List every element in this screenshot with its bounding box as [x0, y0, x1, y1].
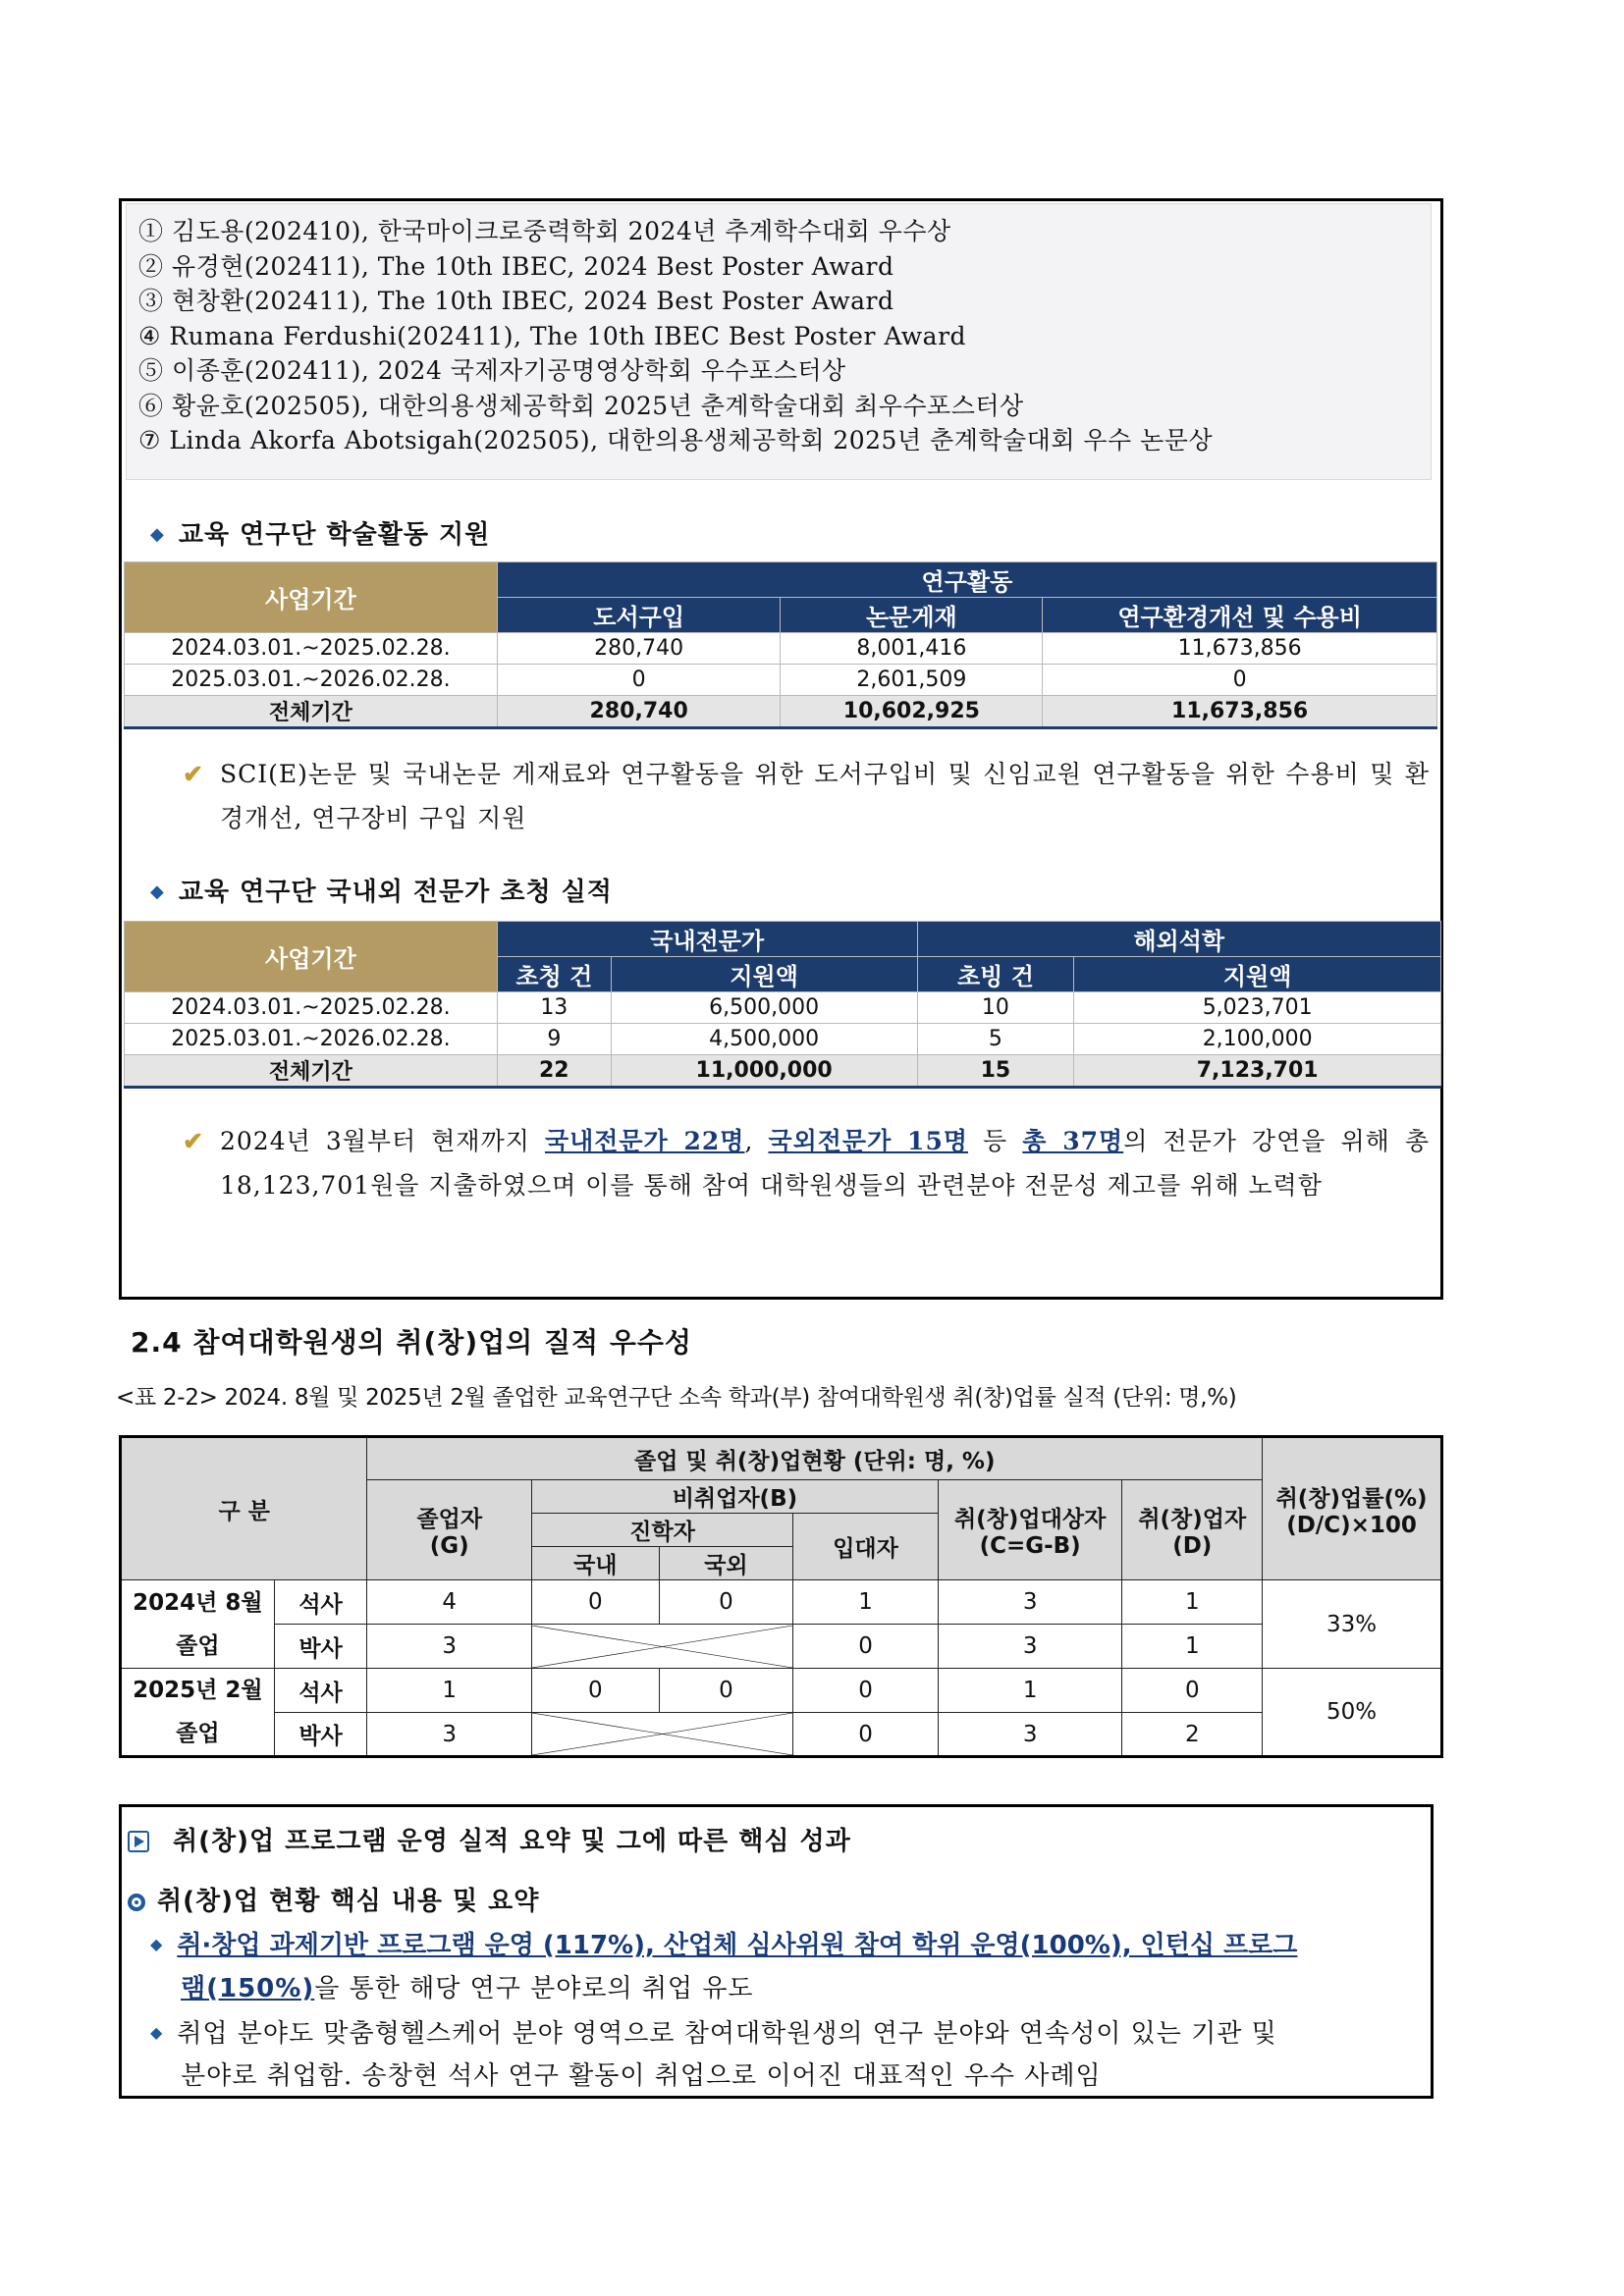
rate-value: 50% — [1263, 1669, 1442, 1757]
cell: 2024.03.01.~2025.02.28. — [125, 992, 498, 1024]
note-part: 등 — [967, 1127, 1023, 1155]
award-item: ⑦ Linda Akorfa Abotsigah(202505), 대한의용생체공학회 2025년 춘계학술대회 우수 논문상 — [138, 426, 1214, 454]
academic-support-note — [183, 752, 1430, 840]
employed-header: 취(창)업자 (D) — [1122, 1480, 1263, 1580]
section-title-text: 교육 연구단 국내외 전문가 초청 실적 — [178, 878, 613, 907]
cell: 280,740 — [497, 633, 781, 665]
arrow-box-icon — [128, 1831, 149, 1852]
highlight-domestic: 국내전문가 22명 — [544, 1127, 745, 1155]
research-activity-header: 연구활동 — [497, 562, 1436, 598]
cell: 0 — [532, 1669, 660, 1713]
col-header: 논문게재 — [781, 598, 1043, 633]
check-icon: ✔ — [183, 1127, 204, 1155]
cell: 22 — [497, 1055, 611, 1088]
table-row — [125, 633, 1437, 665]
table-row — [121, 1580, 1442, 1625]
cell: 2 — [1122, 1713, 1263, 1757]
cell: 11,673,856 — [1043, 696, 1437, 728]
summary-bullet-1-cont — [181, 1968, 754, 2004]
cell: 0 — [659, 1669, 793, 1713]
table-row — [121, 1625, 1442, 1669]
note-part: , — [744, 1127, 769, 1155]
highlight-overseas: 국외전문가 15명 — [768, 1127, 968, 1155]
table-row — [121, 1713, 1442, 1757]
cell: 2,601,509 — [781, 665, 1043, 696]
cell: 11,000,000 — [611, 1055, 917, 1088]
cell: 0 — [1122, 1669, 1263, 1713]
cell: 2,100,000 — [1074, 1024, 1441, 1055]
note-text: SCI(E)논문 및 국내논문 게재료와 연구활동을 위한 도서구입비 및 신임교원 연구활동을 위한 수용비 및 환경개선, 연구장비 구입 지원 — [220, 760, 1430, 832]
diamond-bullet-icon: ◆ — [150, 524, 165, 545]
section-title-expert-invitation — [150, 872, 613, 908]
degree: 박사 — [274, 1625, 367, 1669]
cross-out-icon — [532, 1713, 792, 1755]
section-title-academic-support — [150, 514, 490, 551]
cell: 1 — [793, 1580, 939, 1625]
table-row — [125, 665, 1437, 696]
col-header: 지원액 — [611, 957, 917, 992]
cell: 2025.03.01.~2026.02.28. — [125, 1024, 498, 1055]
status-header: 졸업 및 취(창)업현황 (단위: 명, %) — [367, 1437, 1263, 1480]
cell: 0 — [793, 1713, 939, 1757]
cell: 280,740 — [497, 696, 781, 728]
military-header: 입대자 — [793, 1514, 939, 1580]
cell: 10 — [917, 992, 1074, 1024]
cell: 6,500,000 — [611, 992, 917, 1024]
na-cell — [532, 1713, 793, 1757]
academic-support-table — [124, 561, 1437, 729]
bullet-highlight: 램(150%) — [181, 1974, 315, 2003]
group-label: 2024년 8월 졸업 — [121, 1580, 275, 1669]
bullet-text: 취업 분야도 맞춤형헬스케어 분야 영역으로 참여대학원생의 연구 분야와 연속성이 있는 기관 및 — [177, 2019, 1277, 2049]
summary-bullet-2-cont: 분야로 취업함. 송창현 석사 연구 활동이 취업으로 이어진 대표적인 우수 사례임 — [181, 2061, 1102, 2091]
diamond-bullet-icon: ◆ — [150, 2023, 164, 2042]
summary-bullet-1 — [150, 1925, 1297, 1961]
summary-subtitle — [128, 1881, 539, 1917]
cell: 1 — [367, 1669, 532, 1713]
overseas-scholar-header: 해외석학 — [917, 922, 1441, 957]
cell: 2025.03.01.~2026.02.28. — [125, 665, 498, 696]
table-row — [125, 1024, 1441, 1055]
ring-bullet-icon — [128, 1894, 145, 1911]
col-header: 초청 건 — [497, 957, 611, 992]
note-part: 의 전문가 강연을 위해 총 18,123,701원을 지출하였으며 이를 통해 참여 대학원생들의 관련분야 전문성 제고를 위해 노력함 — [220, 1127, 1430, 1200]
expert-invitation-table — [124, 921, 1441, 1089]
degree: 석사 — [274, 1580, 367, 1625]
abroad-header: 국외 — [659, 1547, 793, 1580]
cell: 15 — [917, 1055, 1074, 1088]
cross-out-icon — [532, 1626, 792, 1668]
cell: 전체기간 — [125, 1055, 498, 1088]
cell: 3 — [938, 1625, 1122, 1669]
cell: 8,001,416 — [781, 633, 1043, 665]
domestic-header: 국내 — [532, 1547, 660, 1580]
cell: 7,123,701 — [1074, 1055, 1441, 1088]
cell: 3 — [938, 1713, 1122, 1757]
cell: 0 — [1043, 665, 1437, 696]
graduates-header: 졸업자 (G) — [367, 1480, 532, 1580]
degree: 박사 — [274, 1713, 367, 1757]
col-header: 초빙 건 — [917, 957, 1074, 992]
award-item: ① 김도용(202410), 한국마이크로중력학회 2024년 추계학수대회 우수상 — [138, 217, 951, 245]
award-item: ⑤ 이종훈(202411), 2024 국제자기공명영상학회 우수포스터상 — [138, 356, 846, 385]
cell: 5,023,701 — [1074, 992, 1441, 1024]
degree: 석사 — [274, 1669, 367, 1713]
cell: 1 — [1122, 1580, 1263, 1625]
table-row — [125, 992, 1441, 1024]
col-header: 도서구입 — [497, 598, 781, 633]
further-study-header: 진학자 — [532, 1514, 793, 1547]
summary-bullet-2 — [150, 2013, 1277, 2050]
summary-title — [128, 1821, 851, 1857]
diamond-bullet-icon: ◆ — [150, 1935, 164, 1953]
table-caption: <표 2-2> 2024. 8월 및 2025년 2월 졸업한 교육연구단 소속 학과(부) 참여대학원생 취(창)업률 실적 (단위: 명,%) — [116, 1385, 1237, 1411]
summary-subtitle-text: 취(창)업 현황 핵심 내용 및 요약 — [157, 1887, 540, 1916]
cell: 2024.03.01.~2025.02.28. — [125, 633, 498, 665]
cell: 0 — [532, 1580, 660, 1625]
expert-invitation-note — [183, 1119, 1430, 1207]
section-title-text: 교육 연구단 학술활동 지원 — [178, 520, 491, 550]
summary-title-text: 취(창)업 프로그램 운영 실적 요약 및 그에 따른 핵심 성과 — [173, 1827, 851, 1856]
bullet-highlight: 취·창업 과제기반 프로그램 운영 (117%), 산업체 심사위원 참여 학위 운영(100%), 인턴십 프로그 — [177, 1931, 1298, 1960]
cell: 4,500,000 — [611, 1024, 917, 1055]
gubun-header: 구 분 — [121, 1437, 367, 1580]
group-label: 2025년 2월 졸업 — [121, 1669, 275, 1757]
cell: 5 — [917, 1024, 1074, 1055]
na-cell — [532, 1625, 793, 1669]
total-row — [125, 1055, 1441, 1088]
target-header: 취(창)업대상자 (C=G-B) — [938, 1480, 1122, 1580]
rate-value: 33% — [1263, 1580, 1442, 1669]
period-header: 사업기간 — [125, 922, 498, 992]
cell: 11,673,856 — [1043, 633, 1437, 665]
total-row — [125, 696, 1437, 728]
cell: 1 — [1122, 1625, 1263, 1669]
awards-list — [126, 203, 1432, 480]
cell: 전체기간 — [125, 696, 498, 728]
section-heading-2-4: 2.4 참여대학원생의 취(창)업의 질적 우수성 — [131, 1326, 692, 1359]
col-header: 지원액 — [1074, 957, 1441, 992]
bullet-text: 을 통한 해당 연구 분야로의 취업 유도 — [314, 1974, 754, 2003]
note-text — [183, 1119, 1430, 1207]
highlight-total: 총 37명 — [1022, 1127, 1124, 1155]
employment-rate-table — [119, 1435, 1443, 1758]
period-header: 사업기간 — [125, 562, 498, 633]
note-part: 2024년 3월부터 현재까지 — [220, 1127, 545, 1155]
cell: 3 — [367, 1713, 532, 1757]
award-item: ⑥ 황윤호(202505), 대한의용생체공학회 2025년 춘계학술대회 최우수포스터상 — [138, 391, 1024, 420]
cell: 0 — [659, 1580, 793, 1625]
award-item: ② 유경현(202411), The 10th IBEC, 2024 Best Poster Award — [138, 251, 894, 281]
table-row — [121, 1669, 1442, 1713]
cell: 10,602,925 — [781, 696, 1043, 728]
cell: 9 — [497, 1024, 611, 1055]
cell: 0 — [497, 665, 781, 696]
cell: 1 — [938, 1669, 1122, 1713]
award-item: ④ Rumana Ferdushi(202411), The 10th IBEC Best Poster Award — [138, 321, 967, 350]
rate-header: 취(창)업률(%) (D/C)×100 — [1263, 1437, 1442, 1580]
non-employed-header: 비취업자(B) — [532, 1480, 939, 1514]
cell: 3 — [367, 1625, 532, 1669]
cell: 4 — [367, 1580, 532, 1625]
check-icon: ✔ — [183, 760, 204, 788]
cell: 13 — [497, 992, 611, 1024]
award-item: ③ 현창환(202411), The 10th IBEC, 2024 Best Poster Award — [138, 287, 894, 315]
col-header: 연구환경개선 및 수용비 — [1043, 598, 1437, 633]
domestic-expert-header: 국내전문가 — [497, 922, 917, 957]
diamond-bullet-icon: ◆ — [150, 881, 165, 902]
cell: 0 — [793, 1625, 939, 1669]
cell: 3 — [938, 1580, 1122, 1625]
cell: 0 — [793, 1669, 939, 1713]
